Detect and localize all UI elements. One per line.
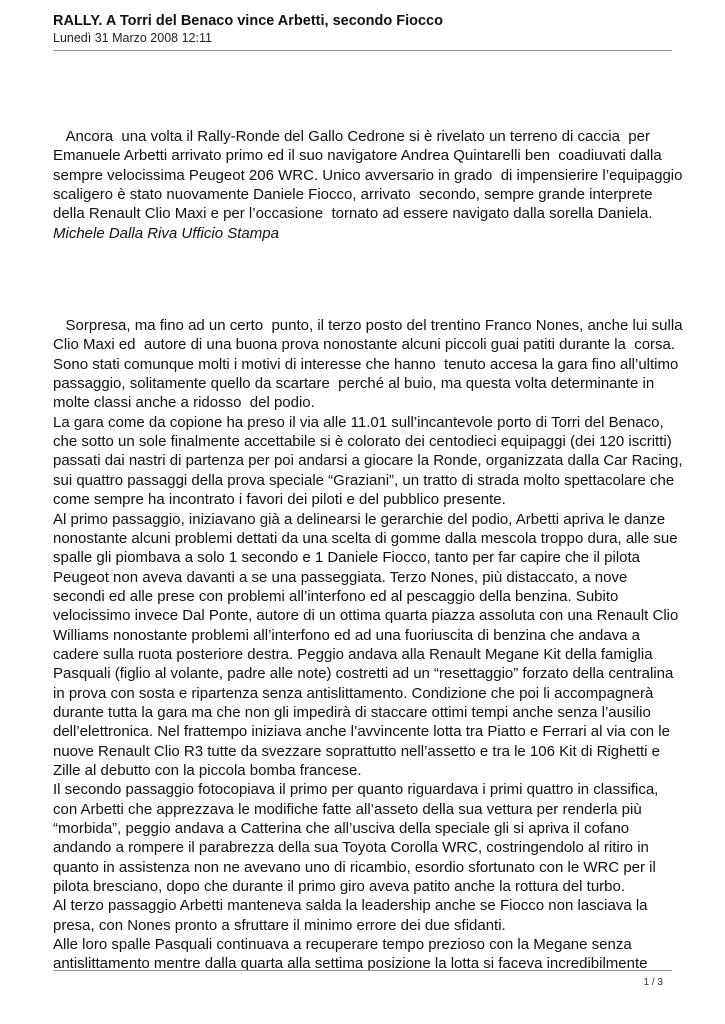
intro-text: Ancora una volta il Rally-Ronde del Gallo Cedrone si è rivelato un terreno di caccia per Emanuele Arbetti arrivato primo ed il suo navigatore Andrea Quintarelli ben coadiuvati dalla sempre velocissima Peugeot 206 WRC. Unico avversario in grado di impensierire l’equipaggio scaligero è stato nuovamente Daniele Fiocco, arrivato secondo, sempre grande interprete della Renault Clio Maxi e per l’occasione tornato ad essere navigato dalla sorella Daniela.	[53, 128, 687, 223]
article-title: RALLY. A Torri del Benaco vince Arbetti, secondo Fiocco	[53, 13, 443, 29]
paragraph-6: Alle loro spalle Pasquali continuava a recuperare tempo prezioso con la Megane senza antislittamento mentre dalla quarta alla settima posizione la lotta si faceva incredibilmente	[53, 936, 648, 973]
paragraph-5: Al terzo passaggio Arbetti manteneva salda la leadership anche se Fiocco non lasciava la presa, con Nones pronto a sfruttare il minimo errore dei due sfidanti.	[53, 897, 648, 934]
paragraph-spacer	[53, 243, 683, 316]
article-date: Lunedì 31 Marzo 2008 12:11	[53, 31, 212, 45]
footer-divider	[53, 970, 672, 971]
page-number: 1 / 3	[643, 977, 663, 988]
article-body	[53, 127, 687, 974]
signature: Michele Dalla Riva Ufficio Stampa	[53, 224, 279, 242]
paragraph-4: Il secondo passaggio fotocopiava il primo per quanto riguardava i primi quattro in classifica, con Arbetti che apprezzava le modifiche fatte all’asseto della sua vettura per renderla più “morbida”, peggio andava a Catterina che all’usciva della speciale gli si apriva il cofano andando a rompere il parabrezza della sua Toyota Corolla WRC, costringendolo al ritiro in quanto in assistenza non ne avevano uno di ricambio, esordio sfortunato con le WRC per il pilota bresciano, dopo che durante il primo giro aveva patito anche la rottura del turbo.	[53, 781, 659, 896]
article-header	[53, 12, 673, 46]
paragraph-3: Al primo passaggio, iniziavano già a delinearsi le gerarchie del podio, Arbetti apriva le danze nonostante alcuni problemi dettati da una scelta di gomme dalla mescola troppo dura, alle sue spalle gli piombava a solo 1 secondo e 1 Daniele Fiocco, tanto per far capire che il pilota Peugeot non aveva davanti a se una passeggiata. Terzo Nones, più distaccato, a nove secondi ed alle prese con problemi all’interfono ed al pescaggio della benzina. Subito velocissimo invece Dal Ponte, autore di un ottima quarta piazza assoluta con una Renault Clio Williams nonostante problemi all’interfono ed ad una fuoriuscita di benzina che andava a cadere sulla ruota posteriore destra. Peggio andava alla Renault Megane Kit della famiglia Pasquali (figlio al volante, padre alle note) costretti ad un “resettaggio” forzato della centralina in prova con sosta e ripartenza senza antislittamento. Condizione che poi li accompagnerà durante tutta la gara ma che non gli impedirà di staccare ottimi tempi anche senza l’ausilio dell’elettronica. Nel frattempo iniziava anche l’avvincente lotta tra Piatto e Ferrari al via con le nuove Renault Clio R3 tutte da svezzare soprattutto nell’assetto e tra le 106 Kit di Righetti e Zille al debutto con la piccola bomba francese.	[53, 510, 679, 779]
header-divider	[53, 50, 672, 51]
intro-paragraph	[53, 127, 687, 243]
paragraph-1: Sorpresa, ma fino ad un certo punto, il terzo posto del trentino Franco Nones, anche lui sulla Clio Maxi ed autore di una buona prova nonostante alcuni piccoli guai patiti durante la corsa. Sono stati comunque molti i motivi di interesse che hanno tenuto accesa la gara fino all’ultimo passaggio, solitamente quello da scartare perché al buio, ma questa volta determinante in molte classi anche a ridosso del podio.	[53, 317, 687, 412]
paragraph-2: La gara come da copione ha preso il via alle 11.01 sull’incantevole porto di Torri del Benaco, che sotto un sole finalmente accettabile si è colorato dei centodieci equipaggi (dei 120 iscritti) passati dai nastri di partenza per poi andarsi a giocare la Ronde, organizzata dalla Car Racing, sui quattro passaggi della prova speciale “Graziani”, un tratto di strada molto spettacolare che come sempre ha incontrato i favori dei piloti e del pubblico presente.	[53, 413, 683, 509]
